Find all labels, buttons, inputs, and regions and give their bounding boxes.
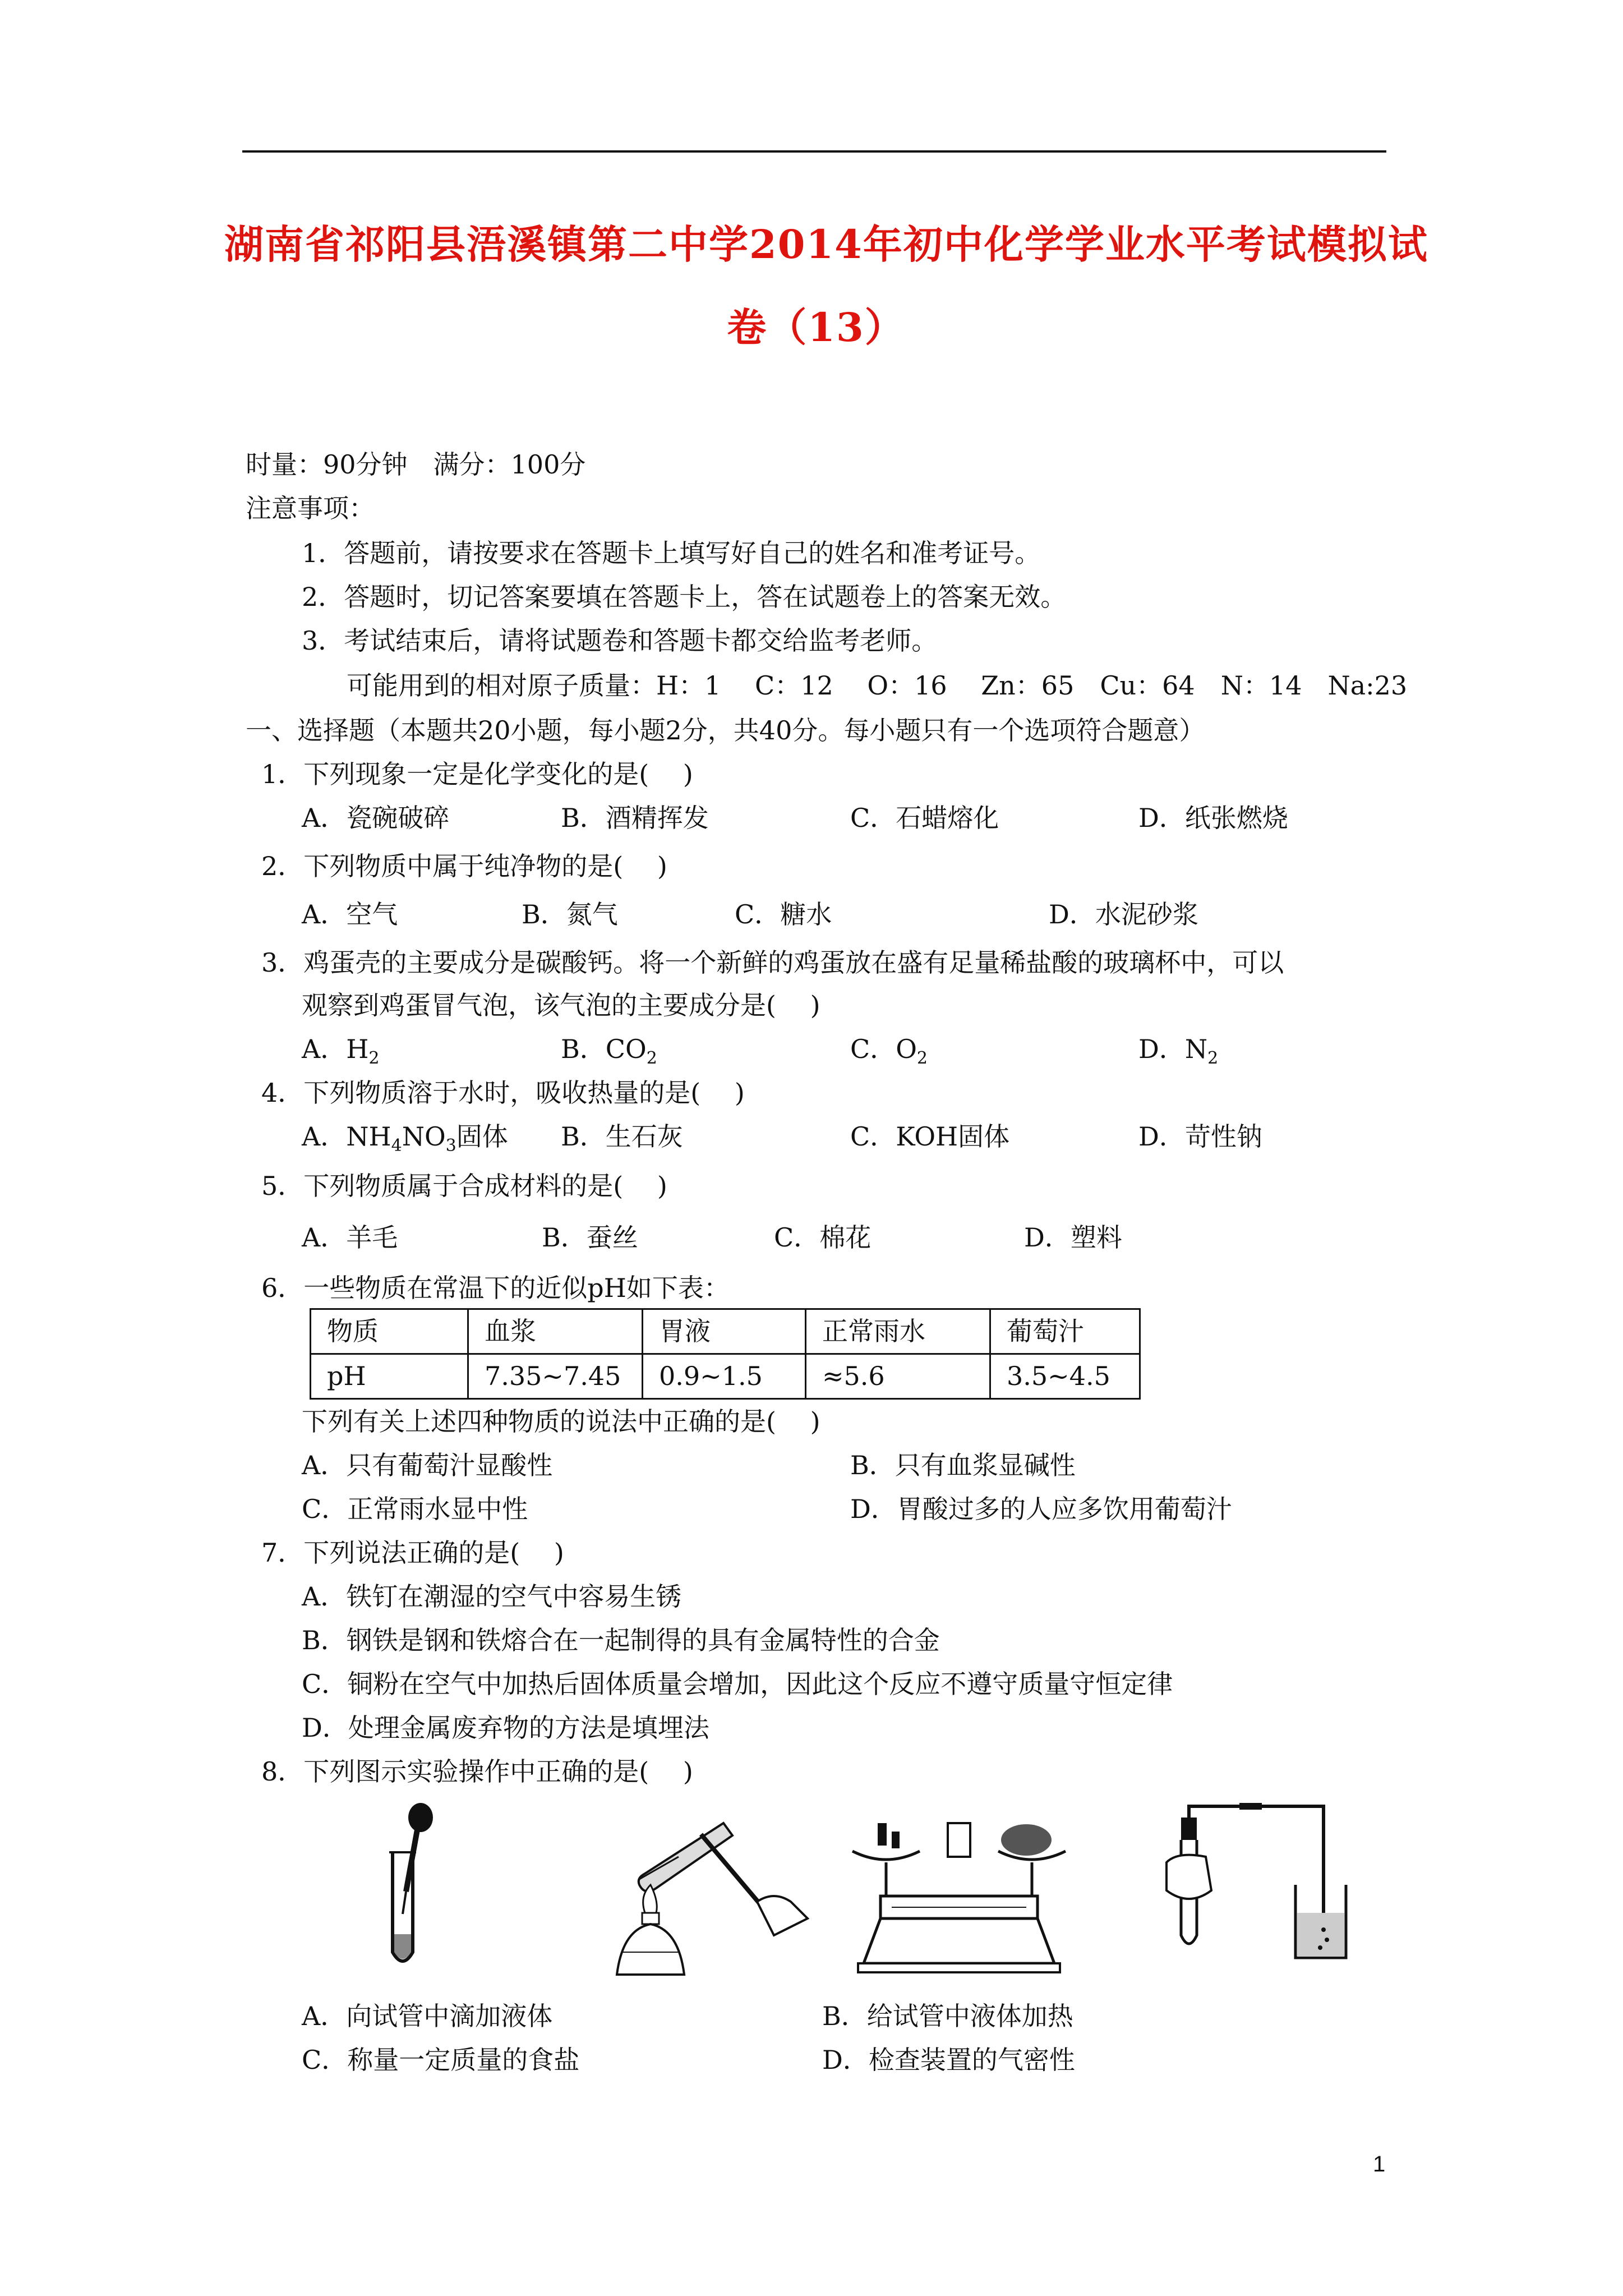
option-text: A．NH (302, 1121, 391, 1152)
note-item: 1．答题前，请按要求在答题卡上填写好自己的姓名和准考证号。 (302, 538, 1041, 568)
option: A．羊毛 (302, 1222, 398, 1253)
option: D．纸张燃烧 (1138, 803, 1288, 833)
subscript: 2 (646, 1048, 657, 1069)
option: B．给试管中液体加热 (822, 2001, 1073, 2031)
question-stem-cont: 观察到鸡蛋冒气泡，该气泡的主要成分是( ) (302, 990, 820, 1020)
subscript: 2 (916, 1048, 928, 1069)
table-cell: 7.35~7.45 (468, 1354, 643, 1399)
subscript: 2 (1207, 1048, 1219, 1069)
option (1138, 1032, 1218, 1075)
table-header-cell: 正常雨水 (806, 1309, 990, 1354)
dropper-testtube-figure (370, 1802, 449, 1970)
option: C．称量一定质量的食盐 (302, 2045, 580, 2075)
option (302, 1032, 379, 1075)
table-cell: pH (311, 1354, 468, 1399)
option (561, 1032, 657, 1075)
option: A．空气 (302, 899, 398, 930)
option: B．氮气 (522, 899, 618, 930)
option: B．钢铁是钢和铁熔合在一起制得的具有金属特性的合金 (302, 1625, 940, 1655)
page-number: 1 (1373, 2152, 1386, 2177)
question-stem: 6．一些物质在常温下的近似pH如下表： (261, 1273, 730, 1303)
option: C．糖水 (735, 899, 832, 930)
ph-table (310, 1308, 1141, 1400)
option: D．处理金属废弃物的方法是填埋法 (302, 1713, 709, 1743)
header-rule (242, 150, 1386, 153)
notes-title: 注意事项： (246, 493, 375, 523)
question-stem: 2．下列物质中属于纯净物的是( ) (261, 851, 667, 881)
option-text: NO (402, 1121, 446, 1152)
option-text: 固体 (456, 1121, 508, 1152)
option: C．铜粉在空气中加热后固体质量会增加，因此这个反应不遵守质量守恒定律 (302, 1669, 1173, 1699)
option-text: A．H (302, 1034, 369, 1064)
page-title-line1: 湖南省祁阳县浯溪镇第二中学2014年初中化学学业水平考试模拟试 (224, 221, 1428, 268)
option: A．瓷碗破碎 (302, 803, 450, 833)
subscript: 2 (368, 1048, 380, 1069)
atomic-masses: 可能用到的相对原子质量：H：1 C：12 O：16 Zn：65 Cu：64 N：14 Na:23 (347, 670, 1408, 701)
question-stem: 1．下列现象一定是化学变化的是( ) (261, 759, 693, 789)
question-stem: 3．鸡蛋壳的主要成分是碳酸钙。将一个新鲜的鸡蛋放在盛有足量稀盐酸的玻璃杯中，可以 (261, 947, 1284, 978)
option: A．向试管中滴加液体 (302, 2001, 553, 2031)
option: B．蚕丝 (542, 1222, 638, 1253)
question-stem: 4．下列物质溶于水时，吸收热量的是( ) (261, 1078, 745, 1108)
option: B．只有血浆显碱性 (850, 1450, 1076, 1480)
option: D．检查装置的气密性 (822, 2045, 1075, 2075)
page-title-line2: 卷（13） (727, 304, 905, 351)
table-header-cell: 物质 (311, 1309, 468, 1354)
option-text: D．N (1138, 1034, 1208, 1064)
option: C．KOH固体 (850, 1121, 1010, 1152)
table-cell: ≈5.6 (806, 1354, 990, 1399)
table-header-cell: 胃液 (643, 1309, 806, 1354)
note-item: 2．答题时，切记答案要填在答题卡上，答在试题卷上的答案无效。 (302, 582, 1067, 612)
option: B．生石灰 (561, 1121, 683, 1152)
heating-testtube-figure (606, 1806, 808, 1986)
balance-figure (847, 1812, 1071, 1980)
option: D．塑料 (1024, 1222, 1122, 1253)
option-text: B．CO (561, 1034, 647, 1064)
option: C．正常雨水显中性 (302, 1494, 528, 1524)
option (850, 1032, 928, 1075)
option: C．石蜡熔化 (850, 803, 999, 833)
option: C．棉花 (774, 1222, 872, 1253)
option (302, 1120, 508, 1163)
option: D．苛性钠 (1138, 1121, 1262, 1152)
option: D．胃酸过多的人应多饮用葡萄汁 (850, 1494, 1232, 1524)
question-stem: 8．下列图示实验操作中正确的是( ) (261, 1756, 693, 1787)
table-cell: 3.5~4.5 (990, 1354, 1140, 1399)
question-stem-cont: 下列有关上述四种物质的说法中正确的是( ) (302, 1406, 820, 1437)
question-stem: 5．下列物质属于合成材料的是( ) (261, 1171, 667, 1201)
subscript: 3 (445, 1136, 457, 1156)
option: D．水泥砂浆 (1049, 899, 1198, 930)
table-row (311, 1354, 1140, 1399)
airtightness-figure (1155, 1795, 1346, 1963)
option-text: C．O (850, 1034, 917, 1064)
subscript: 4 (391, 1136, 402, 1156)
section-heading: 一、选择题（本题共20小题，每小题2分，共40分。每小题只有一个选项符合题意） (246, 715, 1205, 746)
option: B．酒精挥发 (561, 803, 709, 833)
table-header-cell: 血浆 (468, 1309, 643, 1354)
table-header-cell: 葡萄汁 (990, 1309, 1140, 1354)
option: A．铁钉在潮湿的空气中容易生锈 (302, 1581, 682, 1612)
note-item: 3．考试结束后，请将试题卷和答题卡都交给监考老师。 (302, 625, 938, 656)
time-score: 时量：90分钟 满分：100分 (246, 449, 586, 480)
table-cell: 0.9~1.5 (643, 1354, 806, 1399)
option: A．只有葡萄汁显酸性 (302, 1450, 553, 1480)
table-row (311, 1309, 1140, 1354)
question-stem: 7．下列说法正确的是( ) (261, 1538, 564, 1568)
